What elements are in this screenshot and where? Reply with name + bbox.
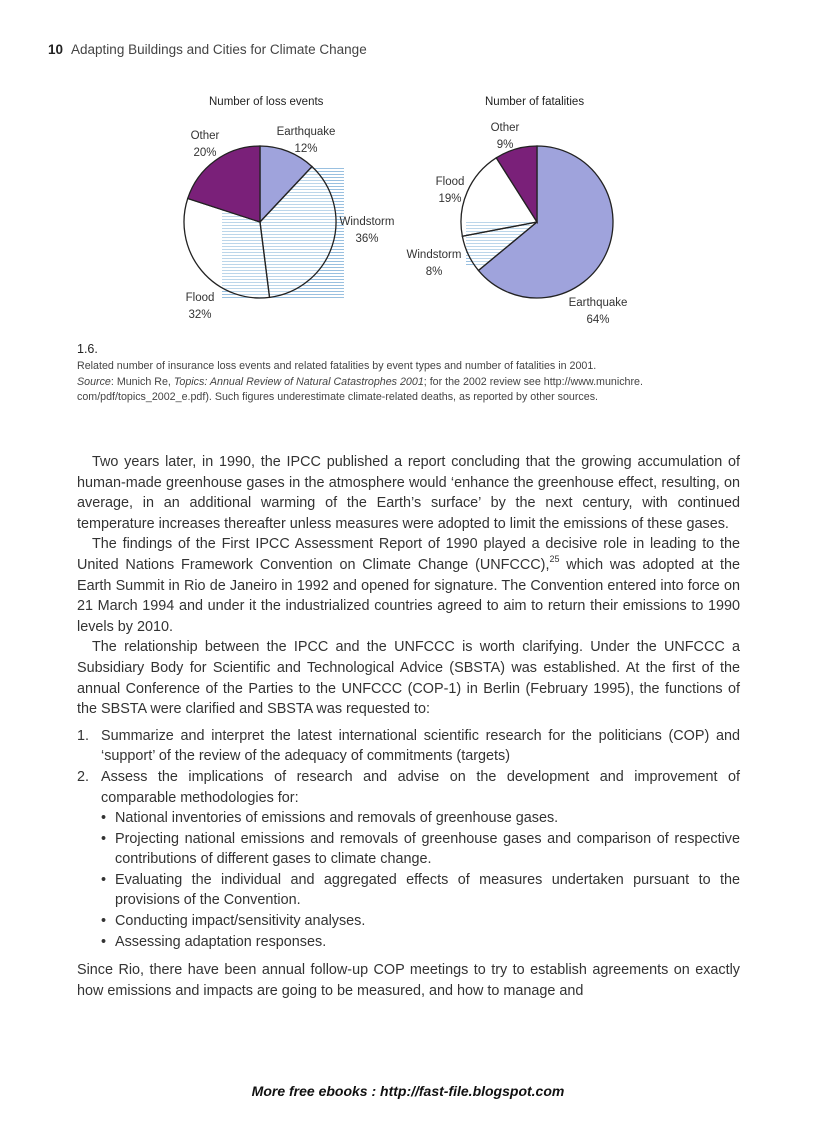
label-loss-flood: Flood (185, 292, 215, 304)
figure-number: 1.6. (77, 342, 98, 356)
label-loss-earthquake: Earthquake (276, 126, 336, 138)
source-rest: ; for the 2002 review see http://www.munichre. com/pdf/topics_2002_e.pdf). Such figures underestimate climate-related deaths, as reported by other sources. (77, 375, 643, 403)
bullet-dot: • (101, 933, 107, 950)
label-loss-other: Other (190, 130, 220, 142)
list-text: Assess the implications of research and advise on the development and improvement of comparable methodologies for: (101, 768, 740, 806)
bullet-dot: • (101, 830, 107, 847)
pct-fatal-windstorm: 8% (425, 266, 443, 278)
bullet-text: Assessing adaptation responses. (115, 933, 327, 950)
source-prefix: : Munich Re, (110, 375, 174, 388)
pct-fatal-other: 9% (496, 139, 514, 151)
label-fatal-windstorm: Windstorm (406, 249, 462, 261)
pct-fatal-earthquake: 64% (586, 314, 610, 326)
bullet-item (101, 829, 740, 870)
footer-link-text: More free ebooks : http://fast-file.blogspot.com (251, 1083, 565, 1099)
pct-loss-flood: 32% (188, 309, 212, 321)
pct-fatal-flood: 19% (438, 193, 462, 205)
list-number: 1. (77, 727, 90, 744)
pie-fatalities (461, 146, 613, 298)
pie-charts-figure (0, 0, 816, 340)
source-label: Source (77, 375, 111, 388)
bullet-item (101, 870, 740, 911)
bullet-text: Projecting national emissions and removals of greenhouse gases and comparison of respective contributions of different gases to climate change. (115, 830, 740, 868)
pct-loss-other: 20% (193, 147, 217, 159)
bullet-list (101, 808, 740, 952)
bullet-dot: • (101, 810, 107, 827)
numbered-list (77, 726, 740, 953)
list-item (77, 767, 740, 952)
label-fatal-flood: Flood (435, 176, 465, 188)
paragraph-3: The relationship between the IPCC and the UNFCCC is worth clarifying. Under the UNFCCC a Subsidiary Body for Scientific and Technological Advice (SBSTA) was established. At the first of the annual Conference of the Parties to the UNFCCC (COP-1) in Berlin (February 1995), the functions of the SBSTA were clarified and SBSTA was requested to: (77, 639, 740, 718)
bullet-text: Evaluating the individual and aggregated effects of measures undertaken pursuant to the provisions of the Convention. (115, 871, 740, 909)
bullet-text: Conducting impact/sensitivity analyses. (115, 913, 366, 930)
footnote-ref: 25 (549, 554, 560, 565)
paragraph-1: Two years later, in 1990, the IPCC published a report concluding that the growing accumulation of human-made greenhouse gases in the atmosphere would ‘enhance the greenhouse effect, resulting, on average, in an additional warming of the Earth’s surface’ by the next century, with continued temperature increases thereafter unless measures were adopted to limit the emissions of these gases. (77, 454, 740, 532)
caption-source (77, 375, 742, 406)
chart-title-fatalities: Number of fatalities (485, 96, 585, 108)
paragraph-4: Since Rio, there have been annual follow-up COP meetings to try to establish agreements on exactly how emissions and impacts are going to be measured, and how to manage and (77, 962, 740, 999)
list-text: Summarize and interpret the latest international scientific research for the politicians (COP) and ‘support’ of the review of the adequacy of commitments (targets) (101, 727, 740, 765)
figure-caption (77, 359, 742, 406)
pct-loss-earthquake: 12% (294, 143, 318, 155)
bullet-dot: • (101, 871, 107, 888)
bullet-item (101, 911, 740, 932)
caption-text: Related number of insurance loss events and related fatalities by event types and number of fatalities in 2001. (77, 360, 597, 372)
pct-loss-windstorm: 36% (355, 233, 379, 245)
pie-loss-events (184, 146, 336, 298)
bullet-item (101, 808, 740, 829)
running-title: Adapting Buildings and Cities for Climate Change (71, 42, 367, 57)
body-text (77, 452, 740, 1001)
bullet-dot: • (101, 913, 107, 930)
label-fatal-earthquake: Earthquake (568, 297, 628, 309)
paragraph-2-part-b: which was adopted at the Earth Summit in Rio de Janeiro in 1992 and opened for signature. The Convention entered into force on 21 March 1994 and under it the industrialized countries agreed to aim to return their emissions to 1990 levels by 2010. (77, 556, 740, 635)
label-loss-windstorm: Windstorm (339, 216, 395, 228)
bullet-item (101, 932, 740, 953)
label-fatal-other: Other (490, 122, 520, 134)
bullet-text: National inventories of emissions and removals of greenhouse gases. (115, 810, 559, 827)
paragraph-2-part-a: The findings of the First IPCC Assessment Report of 1990 played a decisive role in leading to the United Nations Framework Convention on Climate Change (UNFCCC), (77, 536, 740, 573)
list-item (77, 726, 740, 767)
chart-title-loss-events: Number of loss events (209, 96, 324, 108)
paragraph-2 (77, 534, 740, 637)
list-number: 2. (77, 768, 90, 785)
page-number: 10 (48, 42, 64, 57)
source-title: Topics: Annual Review of Natural Catastrophes 2001 (173, 375, 424, 388)
